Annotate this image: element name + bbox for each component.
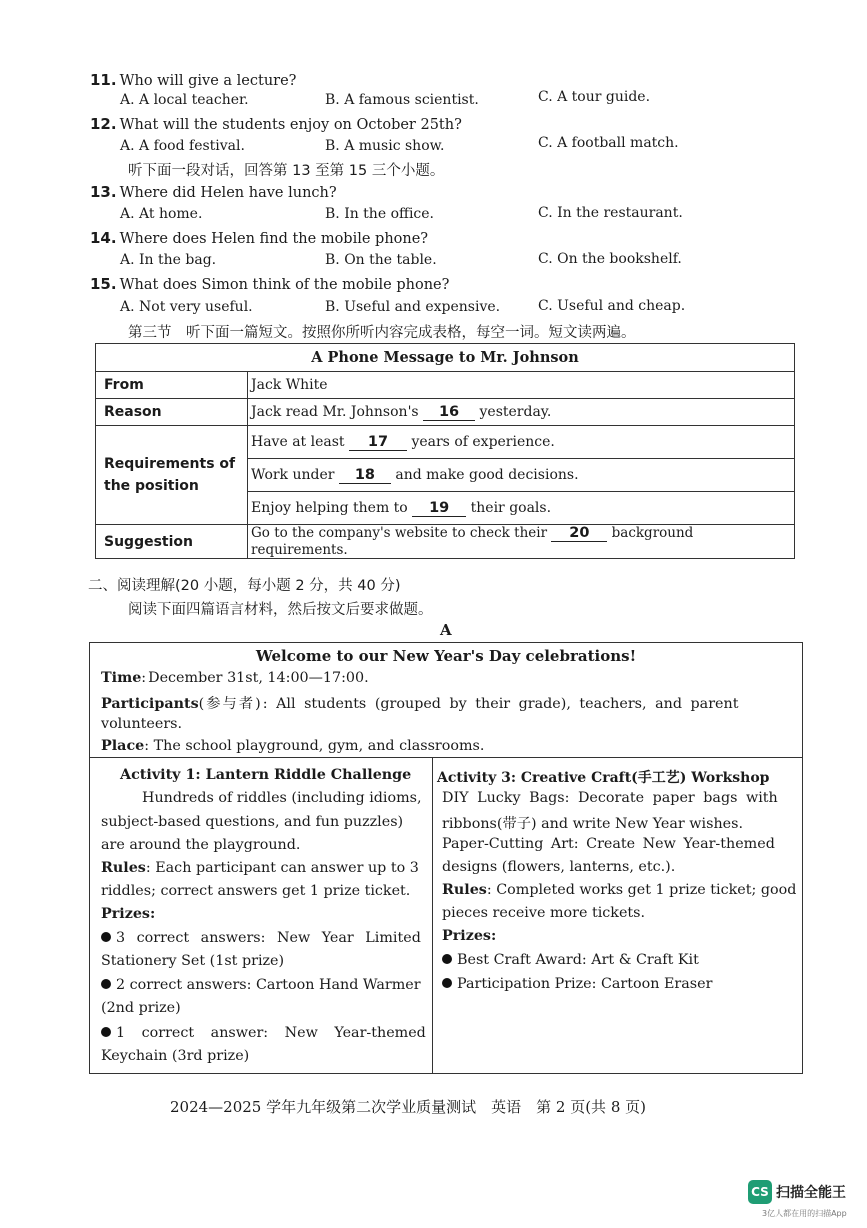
option: A. At home. bbox=[120, 206, 203, 222]
question-11: 11. Who will give a lecture? bbox=[90, 71, 297, 89]
activity-3-prizes-label: Prizes: bbox=[442, 928, 497, 944]
option: A. A food festival. bbox=[120, 138, 245, 154]
suggestion-label: Suggestion bbox=[96, 525, 248, 559]
participants-line: Participants(参与者): All students (grouped by their grade), teachers, and parent bbox=[101, 696, 739, 712]
question-12: 12. What will the students enjoy on October 25th? bbox=[90, 115, 462, 133]
bullet-icon bbox=[442, 954, 452, 964]
new-year-notice bbox=[89, 642, 803, 1074]
watermark-name: 扫描全能王 bbox=[776, 1185, 846, 1201]
page-footer: 2024—2025 学年九年级第二次学业质量测试 英语 第 2 页(共 8 页) bbox=[170, 1098, 646, 1116]
notice-title: Welcome to our New Year's Day celebrations! bbox=[255, 647, 637, 665]
option: B. A music show. bbox=[325, 138, 445, 154]
blank-17: 17 bbox=[349, 435, 407, 451]
requirements-label: Requirements of the position bbox=[96, 426, 248, 525]
activity-1-desc: are around the playground. bbox=[101, 837, 301, 853]
activity-3-desc: ribbons(带子) and write New Year wishes. bbox=[442, 816, 743, 832]
question-15: 15. What does Simon think of the mobile phone? bbox=[90, 275, 450, 293]
reason-label: Reason bbox=[96, 399, 248, 426]
instruction-13-15: 听下面一段对话，回答第 13 至第 15 三个小题。 bbox=[128, 163, 445, 179]
question-13: 13. Where did Helen have lunch? bbox=[90, 183, 337, 201]
activity-1-rules: Rules: Each participant can answer up to 3 bbox=[101, 860, 419, 876]
bullet-icon bbox=[101, 932, 111, 942]
question-14: 14. Where does Helen find the mobile phone? bbox=[90, 229, 429, 247]
section-3-instruction: 第三节 听下面一篇短文。按照你所听内容完成表格，每空一词。短文读两遍。 bbox=[128, 325, 636, 341]
prize-item: Keychain (3rd prize) bbox=[101, 1048, 250, 1064]
activity-1-panel bbox=[90, 758, 433, 1073]
blank-18: 18 bbox=[339, 468, 391, 484]
option: A. A local teacher. bbox=[120, 92, 249, 108]
option: B. In the office. bbox=[325, 206, 434, 222]
bullet-icon bbox=[101, 979, 111, 989]
activity-3-title: Activity 3: Creative Craft(手工艺) Workshop bbox=[437, 770, 770, 786]
suggestion-value: Go to the company's website to check their 20 background requirements. bbox=[248, 525, 795, 559]
option: A. In the bag. bbox=[120, 252, 217, 268]
activity-3-desc: DIY Lucky Bags: Decorate paper bags with bbox=[442, 790, 778, 806]
from-value: Jack White bbox=[248, 372, 795, 399]
blank-20: 20 bbox=[551, 526, 607, 542]
camscanner-logo-icon: CS bbox=[748, 1180, 772, 1204]
activity-3-desc: designs (flowers, lanterns, etc.). bbox=[442, 859, 676, 875]
form-title: A Phone Message to Mr. Johnson bbox=[96, 344, 795, 372]
blank-19: 19 bbox=[412, 501, 466, 517]
prize-item: Participation Prize: Cartoon Eraser bbox=[442, 976, 712, 992]
activity-3-rules: Rules: Completed works get 1 prize ticket; good bbox=[442, 882, 797, 898]
option: A. Not very useful. bbox=[120, 299, 253, 315]
blank-16: 16 bbox=[423, 405, 475, 421]
participants-line-2: volunteers. bbox=[101, 716, 183, 732]
prize-item: Stationery Set (1st prize) bbox=[101, 953, 285, 969]
activity-3-desc: Paper-Cutting Art: Create New Year-themed bbox=[442, 836, 775, 852]
part2-instruction: 阅读下面四篇语言材料，然后按文后要求做题。 bbox=[128, 602, 433, 618]
option: C. In the restaurant. bbox=[538, 205, 683, 221]
bullet-icon bbox=[101, 1027, 111, 1037]
phone-message-form bbox=[95, 343, 795, 559]
activity-3-panel bbox=[433, 758, 802, 1073]
bullet-icon bbox=[442, 978, 452, 988]
option: C. A football match. bbox=[538, 135, 679, 151]
option: C. Useful and cheap. bbox=[538, 298, 686, 314]
option: B. On the table. bbox=[325, 252, 437, 268]
passage-letter: A bbox=[440, 621, 452, 639]
activity-3-rules: pieces receive more tickets. bbox=[442, 905, 646, 921]
activity-1-desc: Hundreds of riddles (including idioms, bbox=[142, 790, 422, 806]
option: B. Useful and expensive. bbox=[325, 299, 501, 315]
part2-heading: 二、阅读理解(20 小题，每小题 2 分，共 40 分) bbox=[88, 578, 401, 594]
from-label: From bbox=[96, 372, 248, 399]
prize-item: 2 correct answers: Cartoon Hand Warmer bbox=[101, 977, 421, 993]
requirement-2: Work under 18 and make good decisions. bbox=[248, 459, 795, 492]
place-line: Place: The school playground, gym, and classrooms. bbox=[101, 738, 485, 754]
activity-1-rules: riddles; correct answers get 1 prize ticket. bbox=[101, 883, 411, 899]
notice-header bbox=[90, 643, 802, 758]
time-line: Time: December 31st, 14:00—17:00. bbox=[101, 670, 369, 686]
option: B. A famous scientist. bbox=[325, 92, 479, 108]
activity-1-title: Activity 1: Lantern Riddle Challenge bbox=[120, 767, 412, 783]
activity-1-prizes-label: Prizes: bbox=[101, 906, 156, 922]
prize-item: Best Craft Award: Art & Craft Kit bbox=[442, 952, 699, 968]
watermark-tagline: 3亿人都在用的扫描App bbox=[762, 1209, 847, 1218]
prize-item: (2nd prize) bbox=[101, 1000, 181, 1016]
reason-value: Jack read Mr. Johnson's 16 yesterday. bbox=[248, 399, 795, 426]
requirement-1: Have at least 17 years of experience. bbox=[248, 426, 795, 459]
prize-item: 1 correct answer: New Year-themed bbox=[101, 1025, 426, 1041]
option: C. A tour guide. bbox=[538, 89, 651, 105]
option: C. On the bookshelf. bbox=[538, 251, 682, 267]
activity-1-desc: subject-based questions, and fun puzzles) bbox=[101, 814, 404, 830]
requirement-3: Enjoy helping them to 19 their goals. bbox=[248, 492, 795, 525]
prize-item: 3 correct answers: New Year Limited bbox=[101, 930, 421, 946]
